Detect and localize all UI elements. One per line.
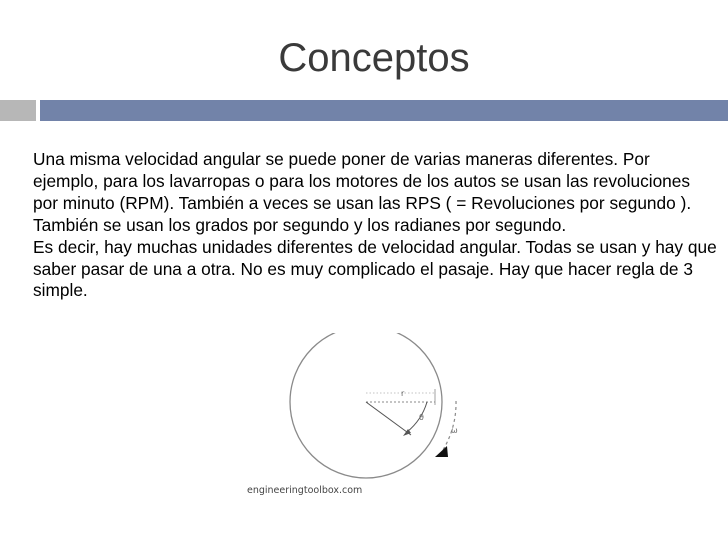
rotation-circle: [290, 333, 442, 478]
slide-body: [33, 149, 719, 302]
circle-diagram-svg: [235, 333, 475, 503]
divider-blue-bar: [40, 100, 728, 121]
divider-gray-block: [0, 100, 36, 121]
angle-arc: [407, 402, 427, 432]
body-paragraph-1: Una misma velocidad angular se puede poner de varias maneras diferentes. Por ejemplo, para los lavarropas o para los motores de los autos se usan las revoluciones por minuto (RPM). También a veces se usan las RPS ( = Revoluciones por segundo ).: [33, 149, 692, 213]
slide-title-text: Conceptos: [278, 36, 470, 80]
title-divider-bar: [0, 100, 728, 121]
body-paragraph-3: Es decir, hay muchas unidades diferentes de velocidad angular. Todas se usan y hay que saber pasar de una a otra. No es muy complicado el pasaje. Hay que hacer regla de 3 simple.: [33, 236, 717, 301]
radius-line: [366, 402, 411, 435]
omega-arrowhead: [435, 446, 448, 457]
slide-title: [0, 34, 728, 82]
angle-label: θ: [419, 413, 424, 422]
body-paragraph-2: También se usan los grados por segundo y los radianes por segundo.: [33, 214, 567, 235]
omega-label: ω: [451, 426, 458, 435]
radius-label: r: [401, 389, 405, 398]
figure-credit: engineeringtoolbox.com: [247, 485, 363, 496]
angular-velocity-diagram: [235, 333, 475, 503]
